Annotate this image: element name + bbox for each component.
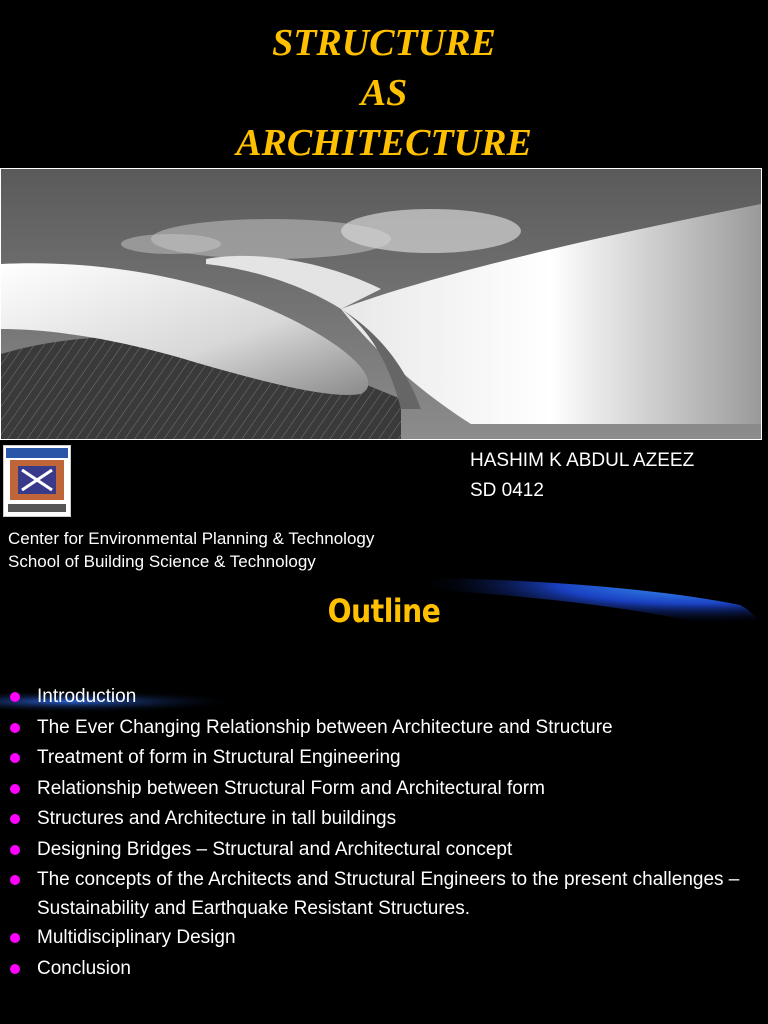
bullet-icon [10, 875, 20, 885]
institution-logo [3, 445, 71, 517]
institution-block [8, 527, 374, 573]
slide-title-line-3: ARCHITECTURE [236, 122, 532, 164]
list-item: The concepts of the Architects and Structural Engineers to the present challenges – Sustainability and Earthquake Resistant Structures. [0, 865, 768, 923]
list-item: Multidisciplinary Design [0, 923, 768, 954]
architecture-render-image [0, 168, 762, 440]
slide-title-line-1: STRUCTURE [272, 22, 496, 64]
institution-line-2: School of Building Science & Technology [8, 552, 316, 571]
list-item: Relationship between Structural Form and Architectural form [0, 774, 768, 805]
bullet-icon [10, 814, 20, 824]
bullet-icon [10, 692, 20, 702]
bullet-icon [10, 723, 20, 733]
bullet-icon [10, 784, 20, 794]
list-item: Structures and Architecture in tall buildings [0, 804, 768, 835]
author-id: SD 0412 [470, 480, 544, 501]
slide-title-line-2: AS [360, 72, 408, 114]
institution-line-1: Center for Environmental Planning & Technology [8, 529, 375, 548]
list-item: Conclusion [0, 954, 768, 985]
author-block [470, 446, 694, 506]
bullet-icon [10, 933, 20, 943]
bullet-icon [10, 753, 20, 763]
list-item: The Ever Changing Relationship between Architecture and Structure [0, 713, 768, 744]
list-item: Treatment of form in Structural Engineering [0, 743, 768, 774]
author-name: HASHIM K ABDUL AZEEZ [470, 450, 695, 471]
list-item: Designing Bridges – Structural and Architectural concept [0, 835, 768, 866]
list-item: Introduction [0, 682, 768, 713]
bullet-icon [10, 964, 20, 974]
bullet-icon [10, 845, 20, 855]
outline-heading: Outline [327, 592, 441, 630]
outline-list [0, 682, 768, 984]
